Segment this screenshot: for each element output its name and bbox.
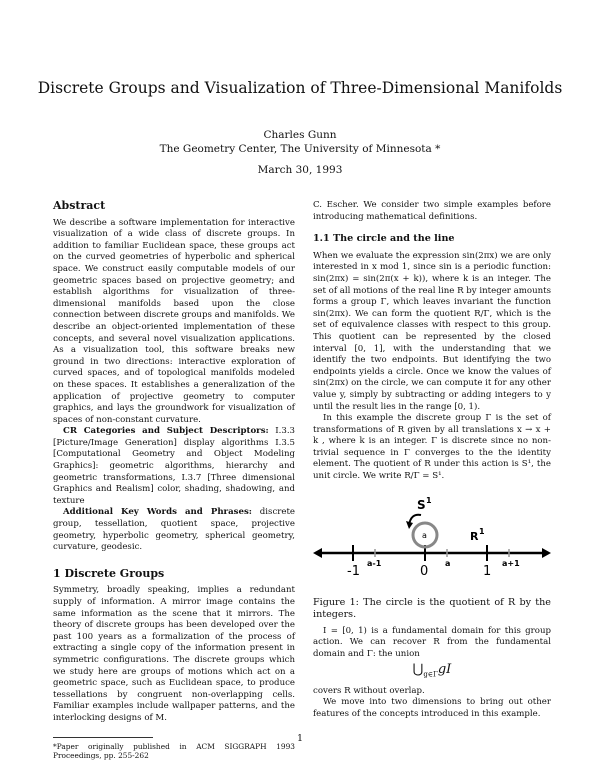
- line-sup: 1: [479, 526, 485, 536]
- figure-caption: Figure 1: The circle is the quotient of R by the integers.: [313, 596, 551, 621]
- page-number: 1: [296, 733, 304, 744]
- circle-label: S: [417, 497, 426, 512]
- section1-heading: 1 Discrete Groups: [53, 566, 165, 580]
- small-label-a: a: [445, 558, 451, 568]
- arrow-left-icon: [313, 548, 322, 558]
- union-symbol: ⋃: [412, 662, 424, 678]
- right-intro: C. Escher. We consider two simple examples before introducing mathematical definitions.: [313, 200, 551, 222]
- arrow-head-icon: [406, 521, 413, 529]
- right-column: [313, 200, 551, 720]
- circle-sup: 1: [426, 495, 432, 505]
- cr-body: I.3.3 [Picture/Image Generation] display algorithms I.3.5 [Computational Geometry and Object Modeling Graphics]: geometric algorithms, hierarchy and geometric transformations, I.3.7 [Three dimensional Graphics and Realism] color, shading, shadowing, and texture: [53, 426, 296, 506]
- abstract-heading: Abstract: [53, 199, 106, 212]
- arrow-right-icon: [542, 548, 551, 558]
- union-tail: gI: [437, 662, 452, 678]
- para-fundamental-domain: I = [0, 1) is a fundamental domain for this group action. We can recover R from the fundamental domain and Γ: the union: [313, 625, 551, 659]
- small-label-a-minus-1: a-1: [367, 558, 382, 568]
- figure-1: [313, 483, 551, 597]
- kw-label: Additional Key Words and Phrases:: [63, 507, 252, 518]
- para-circle-line-2: In this example the discrete group Γ is the set of transformations of R given by all translations x → x + k , where k is an integer. Γ is discrete since no non-trivial sequence in Γ converges to the the identity element. The quotient of R under this action is S¹, the unit circle. We write R/Γ = S¹.: [313, 413, 551, 482]
- tick-label-minus1: -1: [347, 563, 360, 579]
- footnote: *Paper originally published in ACM SIGGRAPH 1993 Proceedings, pp. 255-262: [53, 741, 295, 761]
- cr-label: CR Categories and Subject Descriptors:: [63, 426, 269, 437]
- small-label-a-plus-1: a+1: [502, 558, 520, 568]
- author-name: Charles Gunn: [263, 129, 337, 141]
- tick-label-1: 1: [483, 563, 492, 579]
- author-block: [0, 128, 600, 156]
- paper-title: Discrete Groups and Visualization of Three-Dimensional Manifolds: [37, 79, 563, 97]
- para-covers: covers R without overlap.: [313, 685, 425, 696]
- paper-date: March 30, 1993: [257, 164, 343, 176]
- author-affiliation: The Geometry Center, The University of Minnesota *: [159, 143, 441, 155]
- abstract-body: We describe a software implementation for interactive visualization of a wide class of discrete groups. In addition to familiar Euclidean space, these groups act on the curved geometries of hyperbolic and spherical space. We construct easily computable models of our geometric spaces based on projective geometry; and establish algorithms for visualization of three-dimensional manifolds based upon the close connection between discrete groups and manifolds. We describe an object-oriented implementation of these concepts, and several novel visualization applications. As a visualization tool, this software breaks new ground in two directions: interactive exploration of curved spaces, and of topological manifolds modeled on these spaces. It establishes a generalization of the application of projective geometry to computer graphics, and lays the groundwork for visualization of spaces of non-constant curvature.: [53, 217, 295, 425]
- subsection-heading: 1.1 The circle and the line: [313, 233, 455, 245]
- figure-1-svg: [313, 483, 551, 597]
- tick-label-0: 0: [420, 563, 429, 579]
- cr-categories: [53, 426, 295, 507]
- section1-body: Symmetry, broadly speaking, implies a redundant supply of information. A mirror image contains the same information as the scene that it mirrors. The theory of discrete groups has been developed over the past 100 years as a formalization of the process of extracting a single copy of the information present in symmetric configurations. The discrete groups which we study here are groups of motions which act on a geometric space, such as Euclidean space, to produce tessellations by congruent non-overlapping cells. Familiar examples include wallpaper patterns, and the interlocking designs of M.: [53, 585, 295, 723]
- line-label: R: [470, 529, 479, 543]
- keywords: [53, 507, 295, 553]
- circle-inner-label: a: [422, 530, 427, 540]
- union-equation: [313, 664, 551, 681]
- union-subscript: g∈Γ: [423, 671, 438, 680]
- left-column: [53, 200, 295, 761]
- para-circle-line-1: When we evaluate the expression sin(2πx) we are only interested in x mod 1, since sin is a periodic function: sin(2πx) = sin(2π(x + k)), where k is an integer. The set of all motions of the real line R by integer amounts forms a group Γ, which leaves invariant the function sin(2πx). We can form the quotient R/Γ, which is the set of equivalence classes with respect to this group. This quotient can be represented by the closed interval [0, 1], with the understanding that we identify the two endpoints. But identifying the two endpoints yields a circle. Once we know the values of sin(2πx) on the circle, we can compute it for any other value y, simply by subtracting or adding integers to y until the result lies in the range [0, 1).: [313, 250, 551, 412]
- kw-body: discrete group, tessellation, quotient space, projective geometry, hyperbolic geometry, spherical geometry, curvature, geodesic.: [53, 507, 296, 553]
- para-two-dimensions: We move into two dimensions to bring out other features of the concepts introduced in this example.: [313, 697, 551, 719]
